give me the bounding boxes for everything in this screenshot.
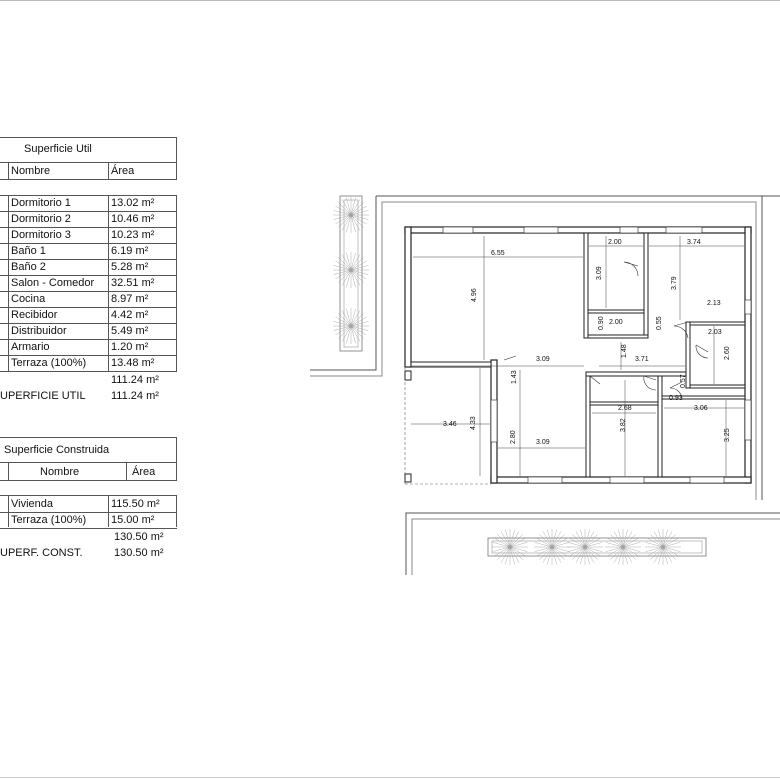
util-row-area: 4.42 m² [111,309,149,321]
dim-label: 3.82 [620,418,627,432]
row-divider [0,355,177,356]
dim-label: 3.46 [443,421,457,428]
util-row-area: 10.23 m² [111,229,155,241]
util-row-area: 13.48 m² [111,357,155,369]
dim-label: 1.43 [511,370,518,384]
row-divider [0,323,177,324]
dim-label: 2.03 [708,329,722,336]
built-row-area: 115.50 m² [111,498,160,510]
util-table-title: Superficie Util [24,143,92,155]
exterior-walls [405,227,751,483]
row-divider [0,371,177,372]
row-divider [0,243,177,244]
util-row-name: Salon - Comedor [11,277,95,289]
dim-label: 6.55 [491,250,505,257]
row-divider [0,307,177,308]
dim-label: 0.57 [680,374,687,388]
util-row-area: 1.20 m² [111,341,149,353]
util-row-name: Terraza (100%) [11,357,87,369]
built-row-name: Terraza (100%) [11,514,87,526]
dim-label: 3.09 [596,266,603,280]
terrace-posts [405,371,411,482]
dim-label: 3.25 [724,428,731,442]
util-col-area: Área [111,165,135,177]
dim-label: 3.79 [671,276,678,290]
util-row-name: Distribuidor [11,325,67,337]
util-col-name: Nombre [11,165,51,177]
windows [443,227,751,483]
row-divider [0,291,177,292]
dimension-lines [411,236,744,476]
dim-label: 3.71 [635,356,649,363]
built-table-title: Superficie Construida [4,444,110,456]
built-total-label: UPERF. CONST. [0,547,83,559]
util-row-area: 8.97 m² [111,293,149,305]
util-row-name: Baño 1 [11,245,46,257]
util-subtotal: 111.24 m² [111,374,159,386]
dim-label: 3.74 [687,239,701,246]
dim-label: 0.90 [598,316,605,330]
planter-bottom [488,529,706,565]
dim-label: 4.33 [470,416,477,430]
row-divider [0,512,177,513]
row-divider [0,275,177,276]
util-row-name: Dormitorio 1 [11,197,71,209]
row-divider [0,339,177,340]
built-col-area: Área [132,466,156,478]
dim-label: 1.48 [621,344,628,358]
util-row-area: 32.51 m² [111,277,155,289]
built-row-area: 15.00 m² [111,514,155,526]
dim-label: 3.09 [536,439,550,446]
dim-label: 3.06 [694,405,708,412]
row-divider [0,211,177,212]
util-total-label: UPERFICIE UTIL [0,390,86,402]
dim-label: 0.93 [669,395,683,402]
util-row-area: 5.28 m² [111,261,149,273]
interior-walls [411,233,745,477]
dim-label: 2.00 [608,239,622,246]
util-row-area: 6.19 m² [111,245,149,257]
dim-label: 2.13 [707,300,721,307]
util-row-name: Recibidor [11,309,58,321]
dim-label: 2.60 [724,346,731,360]
dim-label: 0.55 [656,316,663,330]
util-row-name: Dormitorio 2 [11,213,71,225]
dim-label: 3.09 [536,356,550,363]
row-divider [0,528,177,529]
util-row-name: Dormitorio 3 [11,229,71,241]
dim-label: 2.68 [618,405,632,412]
dim-label: 2.00 [609,319,623,326]
row-divider [0,259,177,260]
util-row-area: 13.02 m² [111,197,155,209]
row-divider [0,227,177,228]
dim-label: 4.96 [471,288,478,302]
built-total: 130.50 m² [114,547,164,559]
built-row-name: Vivienda [11,498,53,510]
top-border [0,0,780,1]
util-row-area: 5.49 m² [111,325,149,337]
built-col-name: Nombre [40,466,80,478]
bottom-border [0,777,780,778]
built-subtotal: 130.50 m² [114,531,164,543]
dim-label: 2.80 [510,430,517,444]
util-row-name: Armario [11,341,50,353]
floor-plan [300,185,780,580]
util-row-name: Baño 2 [11,261,46,273]
planter-left [333,196,369,351]
util-row-area: 10.46 m² [111,213,155,225]
util-row-name: Cocina [11,293,46,305]
util-total: 111.24 m² [111,390,159,402]
